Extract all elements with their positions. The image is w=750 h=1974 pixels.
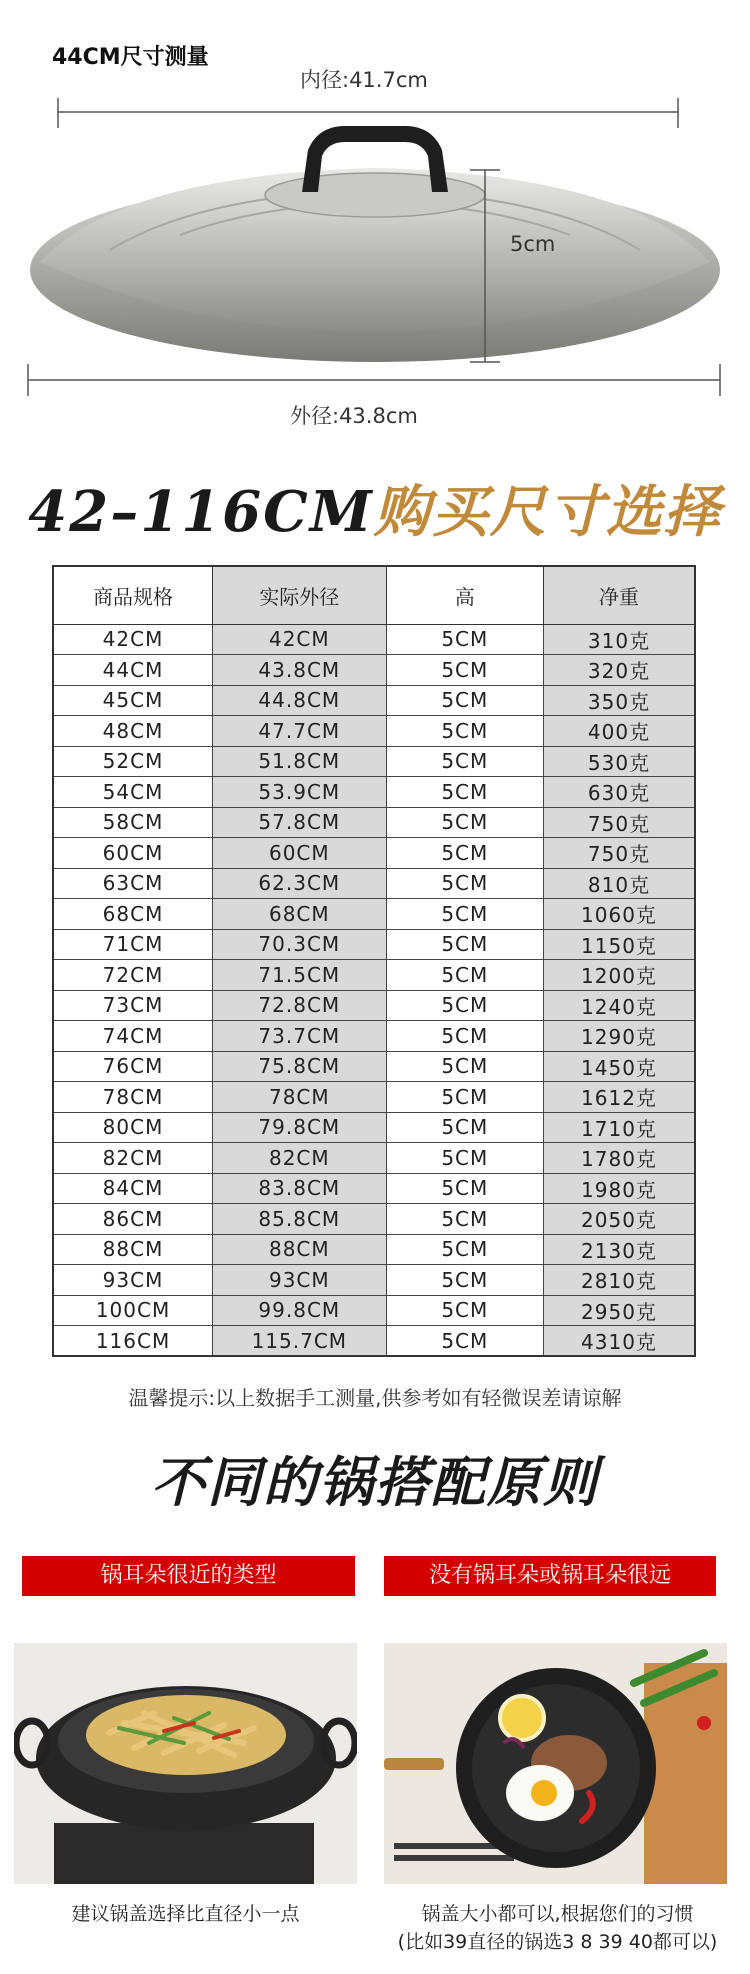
cell-outer-diameter: 57.8CM (213, 807, 387, 838)
cell-height: 5CM (386, 685, 543, 716)
cell-net-weight: 2810克 (543, 1265, 695, 1296)
table-row (53, 1173, 695, 1204)
table-row (53, 655, 695, 686)
cell-net-weight: 530克 (543, 746, 695, 777)
cell-net-weight: 630克 (543, 777, 695, 808)
cell-spec: 58CM (53, 807, 213, 838)
table-header-row (53, 566, 695, 624)
cell-spec: 54CM (53, 777, 213, 808)
cell-spec: 76CM (53, 1051, 213, 1082)
size-table (52, 565, 696, 1357)
cell-spec: 48CM (53, 716, 213, 747)
cell-height: 5CM (386, 990, 543, 1021)
cell-height: 5CM (386, 1112, 543, 1143)
cell-spec: 44CM (53, 655, 213, 686)
table-row (53, 777, 695, 808)
cell-outer-diameter: 53.9CM (213, 777, 387, 808)
pot-lid-illustration (0, 0, 750, 440)
banner-no-handles: 没有锅耳朵或锅耳朵很远 (384, 1556, 716, 1596)
cell-height: 5CM (386, 868, 543, 899)
cell-height: 5CM (386, 1021, 543, 1052)
cell-height: 5CM (386, 777, 543, 808)
cell-height: 5CM (386, 899, 543, 930)
cell-net-weight: 1200克 (543, 960, 695, 991)
cell-height: 5CM (386, 960, 543, 991)
cell-net-weight: 2950克 (543, 1295, 695, 1326)
cell-net-weight: 810克 (543, 868, 695, 899)
header-outer-diameter: 实际外径 (213, 566, 387, 624)
table-row (53, 807, 695, 838)
cell-outer-diameter: 79.8CM (213, 1112, 387, 1143)
cell-net-weight: 4310克 (543, 1326, 695, 1357)
caption-no-handles (380, 1900, 735, 1956)
cell-outer-diameter: 83.8CM (213, 1173, 387, 1204)
cell-spec: 45CM (53, 685, 213, 716)
wok-with-close-handles-photo (14, 1643, 357, 1884)
cell-outer-diameter: 85.8CM (213, 1204, 387, 1235)
cell-height: 5CM (386, 929, 543, 960)
cell-spec: 93CM (53, 1265, 213, 1296)
cell-outer-diameter: 115.7CM (213, 1326, 387, 1357)
table-row (53, 990, 695, 1021)
cell-net-weight: 350克 (543, 685, 695, 716)
cell-outer-diameter: 62.3CM (213, 868, 387, 899)
cell-net-weight: 750克 (543, 838, 695, 869)
cell-net-weight: 320克 (543, 655, 695, 686)
table-row (53, 1112, 695, 1143)
cell-height: 5CM (386, 1051, 543, 1082)
cell-height: 5CM (386, 807, 543, 838)
cell-height: 5CM (386, 1143, 543, 1174)
cell-height: 5CM (386, 1082, 543, 1113)
cell-outer-diameter: 51.8CM (213, 746, 387, 777)
height-label: 5cm (510, 232, 556, 256)
cell-spec: 71CM (53, 929, 213, 960)
cell-height: 5CM (386, 1326, 543, 1357)
cell-outer-diameter: 72.8CM (213, 990, 387, 1021)
cell-net-weight: 1710克 (543, 1112, 695, 1143)
table-row (53, 1265, 695, 1296)
cell-outer-diameter: 99.8CM (213, 1295, 387, 1326)
caption-close-handles: 建议锅盖选择比直径小一点 (71, 1903, 300, 1925)
measurement-note: 温馨提示:以上数据手工测量,供参考如有轻微误差请谅解 (128, 1386, 622, 1410)
cell-outer-diameter: 42CM (213, 624, 387, 655)
cell-spec: 68CM (53, 899, 213, 930)
cell-net-weight: 1060克 (543, 899, 695, 930)
cell-net-weight: 400克 (543, 716, 695, 747)
measurement-section (0, 0, 750, 440)
cell-spec: 52CM (53, 746, 213, 777)
cell-height: 5CM (386, 746, 543, 777)
cell-spec: 84CM (53, 1173, 213, 1204)
table-row (53, 1326, 695, 1357)
table-row (53, 838, 695, 869)
cell-outer-diameter: 47.7CM (213, 716, 387, 747)
cell-spec: 116CM (53, 1326, 213, 1357)
size-range-text: 42–116CM (28, 479, 374, 545)
cell-height: 5CM (386, 1295, 543, 1326)
table-row (53, 685, 695, 716)
cell-outer-diameter: 93CM (213, 1265, 387, 1296)
cell-height: 5CM (386, 655, 543, 686)
cell-net-weight: 1612克 (543, 1082, 695, 1113)
cell-net-weight: 1450克 (543, 1051, 695, 1082)
cell-outer-diameter: 71.5CM (213, 960, 387, 991)
inner-diameter-label: 内径:41.7cm (300, 68, 428, 92)
table-row (53, 716, 695, 747)
pan-without-handles-photo (384, 1643, 727, 1884)
table-row (53, 868, 695, 899)
cell-spec: 42CM (53, 624, 213, 655)
cell-height: 5CM (386, 716, 543, 747)
cell-net-weight: 1290克 (543, 1021, 695, 1052)
cell-spec: 60CM (53, 838, 213, 869)
inner-dimension-line (58, 98, 678, 128)
matching-principle-heading: 不同的锅搭配原则 (151, 1450, 599, 1514)
caption-no-handles-line2: (比如39直径的锅选3 8 39 40都可以) (397, 1931, 718, 1953)
outer-dimension-line (28, 364, 720, 396)
cell-spec: 100CM (53, 1295, 213, 1326)
table-row (53, 1082, 695, 1113)
cell-height: 5CM (386, 838, 543, 869)
banner-close-handles: 锅耳朵很近的类型 (22, 1556, 355, 1596)
measurement-title: 44CM尺寸测量 (52, 45, 209, 70)
header-net-weight: 净重 (543, 566, 695, 624)
cell-net-weight: 750克 (543, 807, 695, 838)
table-row (53, 1021, 695, 1052)
size-heading-text: 购买尺寸选择 (373, 479, 722, 545)
table-row (53, 746, 695, 777)
cell-net-weight: 310克 (543, 624, 695, 655)
cell-net-weight: 1240克 (543, 990, 695, 1021)
cell-outer-diameter: 82CM (213, 1143, 387, 1174)
cell-spec: 88CM (53, 1234, 213, 1265)
table-row (53, 899, 695, 930)
header-height: 高 (386, 566, 543, 624)
cell-height: 5CM (386, 1234, 543, 1265)
table-row (53, 929, 695, 960)
cell-net-weight: 1780克 (543, 1143, 695, 1174)
cell-height: 5CM (386, 1265, 543, 1296)
cell-height: 5CM (386, 1204, 543, 1235)
cell-spec: 74CM (53, 1021, 213, 1052)
cell-spec: 78CM (53, 1082, 213, 1113)
outer-diameter-label: 外径:43.8cm (290, 404, 418, 428)
cell-outer-diameter: 73.7CM (213, 1021, 387, 1052)
cell-outer-diameter: 44.8CM (213, 685, 387, 716)
cell-outer-diameter: 88CM (213, 1234, 387, 1265)
cell-outer-diameter: 75.8CM (213, 1051, 387, 1082)
cell-net-weight: 1150克 (543, 929, 695, 960)
cell-outer-diameter: 60CM (213, 838, 387, 869)
table-row (53, 1204, 695, 1235)
cell-outer-diameter: 43.8CM (213, 655, 387, 686)
table-row (53, 1143, 695, 1174)
cell-net-weight: 2050克 (543, 1204, 695, 1235)
table-row (53, 1295, 695, 1326)
cell-spec: 82CM (53, 1143, 213, 1174)
cell-spec: 63CM (53, 868, 213, 899)
cell-net-weight: 2130克 (543, 1234, 695, 1265)
cell-spec: 86CM (53, 1204, 213, 1235)
cell-spec: 73CM (53, 990, 213, 1021)
size-selection-heading (0, 468, 750, 548)
cell-net-weight: 1980克 (543, 1173, 695, 1204)
table-row (53, 1051, 695, 1082)
table-row (53, 960, 695, 991)
table-row (53, 1234, 695, 1265)
table-row (53, 624, 695, 655)
cell-spec: 72CM (53, 960, 213, 991)
cell-outer-diameter: 70.3CM (213, 929, 387, 960)
cell-height: 5CM (386, 1173, 543, 1204)
caption-no-handles-line1: 锅盖大小都可以,根据您们的习惯 (421, 1903, 694, 1925)
cell-height: 5CM (386, 624, 543, 655)
cell-outer-diameter: 78CM (213, 1082, 387, 1113)
cell-spec: 80CM (53, 1112, 213, 1143)
cell-outer-diameter: 68CM (213, 899, 387, 930)
table-body (53, 624, 695, 1356)
header-spec: 商品规格 (53, 566, 213, 624)
